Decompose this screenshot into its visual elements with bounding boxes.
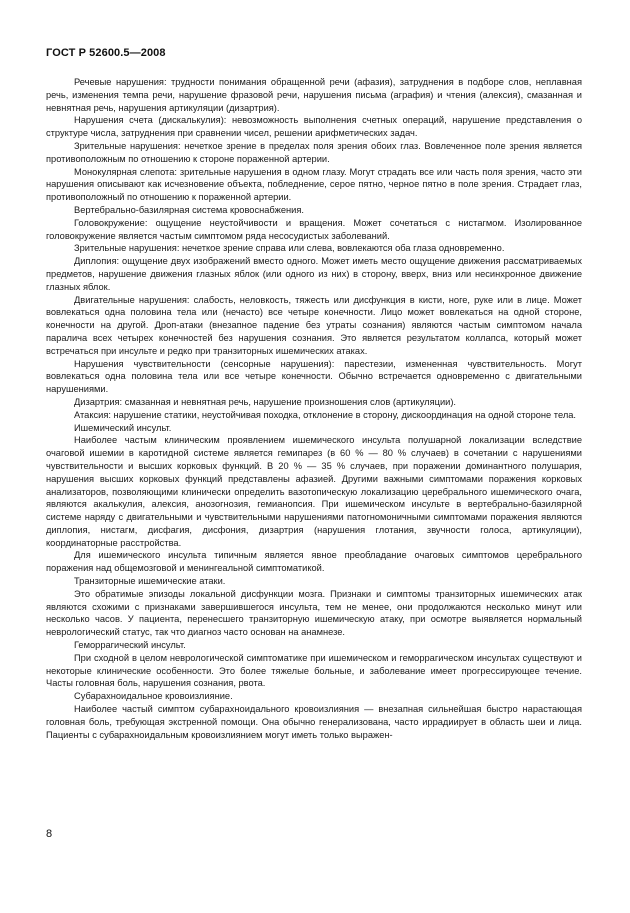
paragraph-tia-heading: Транзиторные ишемические атаки. (74, 576, 226, 587)
paragraph-ischemic-stroke-heading: Ишемический инсульт. (74, 422, 172, 433)
paragraph-dyscalculia: Нарушения счета (дискалькулия): невозможность выполнения счетных операций, нарушение представления о структуре числа, затруднения при сравнении чисел, решении арифметических задач. (46, 115, 582, 139)
paragraph-dysarthria: Дизартрия: смазанная и невнятная речь, нарушение произношения слов (артикуляции). (74, 396, 457, 407)
paragraph-visual-disorders: Зрительные нарушения: нечеткое зрение в пределах поля зрения обоих глаз. Вовлеченное поле зрения является противоположным по отношению к стороне пораженной артерии. (46, 140, 582, 164)
paragraph-visual-disorders-2: Зрительные нарушения: нечеткое зрение справа или слева, вовлекаются оба глаза одновременно. (74, 243, 505, 254)
paragraph-speech-disorders: Речевые нарушения: трудности понимания обращенной речи (афазия), затруднения в подборе слов, неплавная речь, изменения темпа речи, нарушение фразовой речи, нарушения письма (аграфия) и чтения (алексия), смазанная и невнятная речь, нарушения артикуляции (дизартрия). (46, 77, 582, 113)
paragraph-monocular-blindness: Монокулярная слепота: зрительные нарушения в одном глазу. Могут страдать все или часть поля зрения, часто эти нарушения описывают как исчезновение объекта, побледнение, серое пятно, черное пятно в поле зрения. Страдает глаз, противоположный по отношению к пораженной артерии. (46, 166, 582, 203)
paragraph-sah: Наиболее частый симптом субарахноидального кровоизлияния — внезапная сильнейшая быстро нарастающая головная боль, требующая экстренной помощи. Она обычно генерализована, часто иррадиирует в область шеи и лица. Пациенты с субарахноидальным кровоизлиянием могут иметь только выражен- (46, 704, 582, 740)
paragraph-diplopia: Диплопия: ощущение двух изображений вместо одного. Может иметь место ощущение движения рассматриваемых предметов, нарушение движения глазных яблок (или одного из них) в сторону, вверх, вниз или несинхронное движение глазных яблок. (46, 256, 582, 292)
paragraph-sah-heading: Субарахноидальное кровоизлияние. (74, 691, 233, 702)
paragraph-ataxia: Атаксия: нарушение статики, неустойчивая походка, отклонение в сторону, дискоординация на одной стороне тела. (74, 409, 577, 420)
page-number: 8 (46, 828, 53, 840)
document-body (46, 76, 582, 741)
document-header: ГОСТ Р 52600.5—2008 (46, 47, 166, 59)
paragraph-vertigo: Головокружение: ощущение неустойчивости и вращения. Может сочетаться с нистагмом. Изолированное головокружение является частым симптомом ряда несосудистых заболеваний. (46, 217, 582, 241)
paragraph-vertebrobasilar-heading: Вертебрально-базилярная система кровоснабжения. (74, 204, 304, 215)
paragraph-hemorrhagic: При сходной в целом неврологической симптоматике при ишемическом и геморрагическом инсультах существуют и некоторые клинические особенности. Это более тяжелые больные, и заболевание имеет прогрессирующее течение. Часты головная боль, нарушения сознания, рвота. (46, 652, 582, 689)
paragraph-sensory-disorders: Нарушения чувствительности (сенсорные нарушения): парестезии, измененная чувствительность. Могут вовлекаться одна половина тела или все четыре конечности. Обычно встречается одновременно с двигательными нарушениями. (46, 358, 582, 395)
paragraph-ischemic-stroke-typical: Для ишемического инсульта типичным является явное преобладание очаговых симптомов церебрального поражения над общемозговой и менингеальной симптоматикой. (46, 550, 582, 574)
paragraph-ischemic-stroke: Наиболее частым клиническим проявлением ишемического инсульта полушарной локализации вследствие очаговой ишемии в каротидной системе является гемипарез (в 60 % — 80 % случаев) в сочетании с нарушениями чувствительности и высших корковых функций. В 20 % — 35 % случаев, при поражении доминантного полушария, нарушения высших корковых функций представлены афазией. Другими важными симптомами поражения корковых анализаторов, позволяющими клинически определить вазотопическую локализацию церебрального ишемического очага, являются акалькулия, алексия, анозогнозия, гемианопсия. При ишемическом инсульте в вертебрально-базилярной системе наряду с двигательными и чувствительными нарушениями патогномоничными симптомами поражения являются диплопия, нистагм, дисфагия, дисфония, дизартрия (нарушения глотания, звучности голоса, артикуляции), координаторные расстройства. (46, 435, 582, 548)
paragraph-tia: Это обратимые эпизоды локальной дисфункции мозга. Признаки и симптомы транзиторных ишемических атак являются схожими с признаками завершившегося инсульта, тем не менее, они продолжаются несколько минут или несколько часов. У пациента, перенесшего транзиторную ишемическую атаку, при осмотре выявляется нормальный неврологический статус, так что диагноз часто основан на анамнезе. (46, 588, 582, 638)
paragraph-motor-disorders: Двигательные нарушения: слабость, неловкость, тяжесть или дисфункция в кисти, ноге, руке или в лице. Может вовлекаться одна половина тела или (нечасто) все четыре конечности. Лицо может вовлекаться на одной стороне, конечности на другой. Дроп-атаки (внезапное падение без утраты сознания) являются частым симптомом начала паралича всех четырех конечностей без нарушения сознания. Это является результатом коллапса, который может встречаться при инсульте и редко при транзиторных ишемических атаках. (46, 294, 582, 356)
paragraph-hemorrhagic-heading: Геморрагический инсульт. (74, 640, 186, 651)
